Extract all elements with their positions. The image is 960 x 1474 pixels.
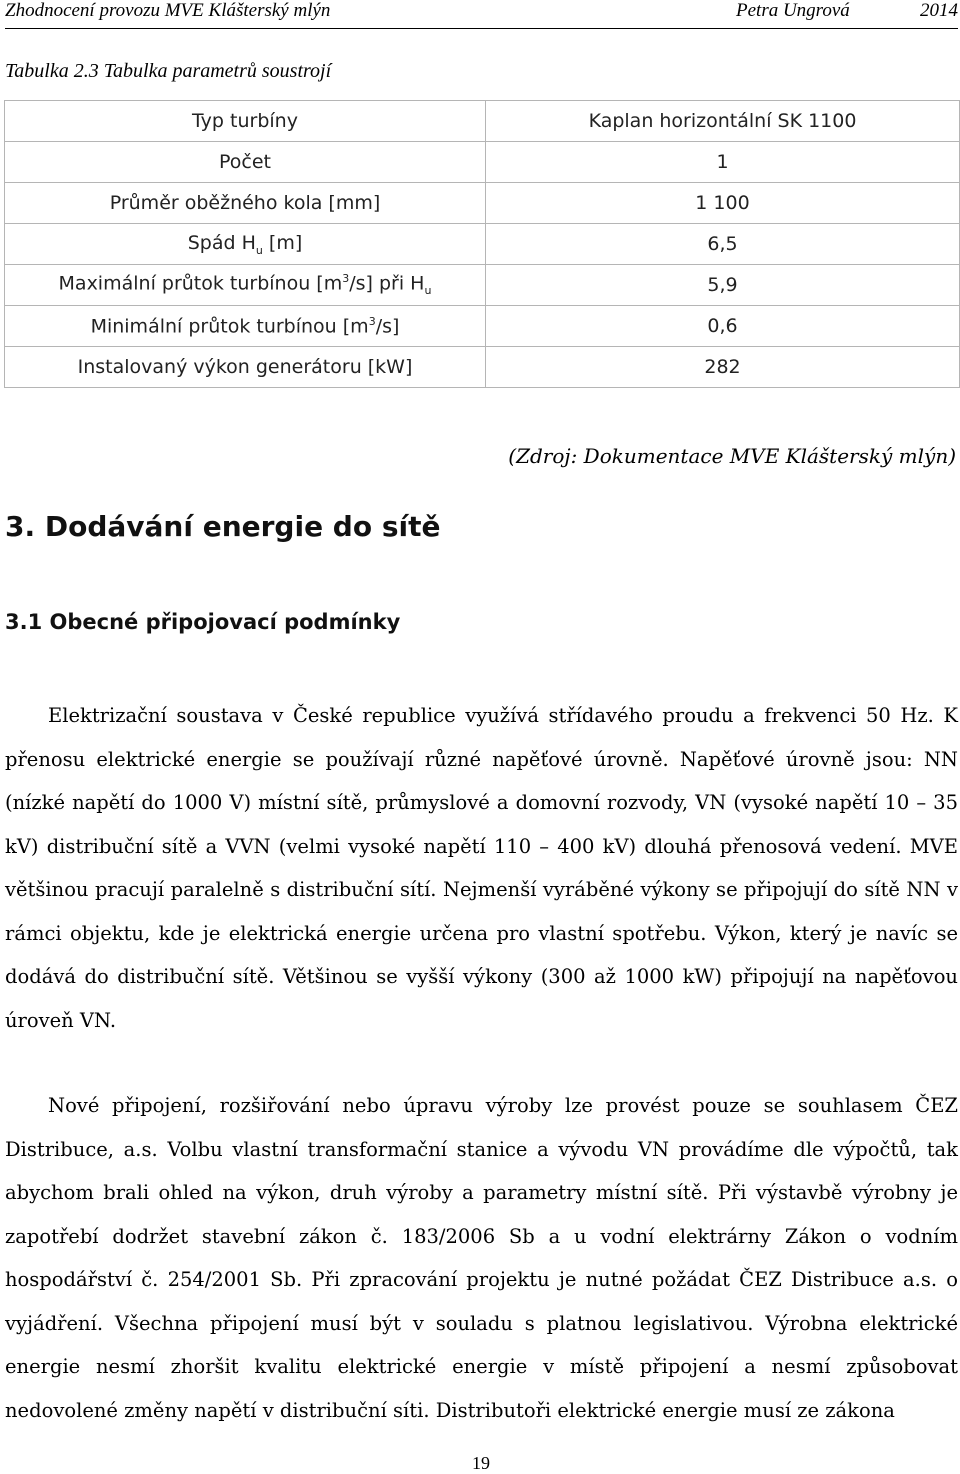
label-part: /s] při H bbox=[349, 272, 425, 295]
table-row bbox=[5, 306, 960, 347]
row-value: 1 100 bbox=[486, 183, 960, 224]
header-year: 2014 bbox=[920, 0, 958, 21]
label-part: /s] bbox=[375, 315, 400, 338]
row-label: Typ turbíny bbox=[5, 101, 486, 142]
label-subscript: u bbox=[255, 243, 263, 257]
row-label: Průměr oběžného kola [mm] bbox=[5, 183, 486, 224]
header-author: Petra Ungrová bbox=[736, 0, 850, 21]
table-row bbox=[5, 183, 960, 224]
table-caption: Tabulka 2.3 Tabulka parametrů soustrojí bbox=[5, 60, 332, 82]
row-label bbox=[5, 224, 486, 265]
row-value: 6,5 bbox=[486, 224, 960, 265]
page-number: 19 bbox=[472, 1453, 490, 1473]
table-source: (Zdroj: Dokumentace MVE Klášterský mlýn) bbox=[508, 444, 956, 468]
table-row bbox=[5, 224, 960, 265]
label-part: [m] bbox=[262, 231, 303, 254]
page-header bbox=[5, 0, 958, 29]
row-label: Počet bbox=[5, 142, 486, 183]
table-row bbox=[5, 101, 960, 142]
section-heading: 3. Dodávání energie do sítě bbox=[5, 510, 441, 543]
label-part: Minimální průtok turbínou [m bbox=[90, 315, 369, 338]
row-label bbox=[5, 306, 486, 347]
subsection-heading: 3.1 Obecné připojovací podmínky bbox=[5, 610, 401, 634]
table-row bbox=[5, 265, 960, 306]
table-row bbox=[5, 347, 960, 388]
row-value: 0,6 bbox=[486, 306, 960, 347]
label-superscript: 3 bbox=[342, 272, 350, 286]
label-part: Maximální průtok turbínou [m bbox=[58, 272, 343, 295]
row-label: Instalovaný výkon generátoru [kW] bbox=[5, 347, 486, 388]
row-value: 1 bbox=[486, 142, 960, 183]
row-value: 282 bbox=[486, 347, 960, 388]
body-paragraph: Nové připojení, rozšiřování nebo úpravu výroby lze provést pouze se souhlasem ČEZ Distribuce, a.s. Volbu vlastní transformační stanice a vývodu VN provádíme dle výpočtů, tak abychom brali ohled na výkon, druh výroby a parametry místní sítě. Při výstavbě výrobny je zapotřebí dodržet stavební zákon č. 183/2006 Sb a u vodní elektrárny Zákon o vodním hospodářství č. 254/2001 Sb. Při zpracování projektu je nutné požádat ČEZ Distribuce a.s. o vyjádření. Všechna připojení musí být v souladu s platnou legislativou. Výrobna elektrické energie nesmí zhoršit kvalitu elektrické energie v místě připojení a nesmí způsobovat nedovolené změny napětí v distribuční síti. Distributoři elektrické energie musí ze zákona bbox=[5, 1094, 958, 1422]
label-superscript: 3 bbox=[368, 314, 376, 328]
label-subscript: u bbox=[424, 284, 432, 298]
parameters-table bbox=[4, 100, 960, 388]
body-paragraph: Elektrizační soustava v České republice využívá střídavého proudu a frekvenci 50 Hz. K přenosu elektrické energie se používají různé napěťové úrovně. Napěťové úrovně jsou: NN (nízké napětí do 1000 V) místní sítě, průmyslové a domovní rozvody, VN (vysoké napětí 10 – 35 kV) distribuční sítě a VVN (velmi vysoké napětí 110 – 400 kV) dlouhá přenosová vedení. MVE většinou pracují paralelně s distribuční sítí. Nejmenší vyráběné výkony se připojují do sítě NN v rámci objektu, kde je elektrická energie určena pro vlastní spotřebu. Výkon, který je navíc se dodává do distribuční sítě. Většinou se vyšší výkony (300 až 1000 kW) připojují na napěťovou úroveň VN. bbox=[5, 704, 958, 1032]
header-title: Zhodnocení provozu MVE Klášterský mlýn bbox=[5, 0, 331, 21]
table-row bbox=[5, 142, 960, 183]
label-part: Spád H bbox=[187, 231, 256, 254]
row-value: Kaplan horizontální SK 1100 bbox=[486, 101, 960, 142]
row-value: 5,9 bbox=[486, 265, 960, 306]
row-label bbox=[5, 265, 486, 306]
